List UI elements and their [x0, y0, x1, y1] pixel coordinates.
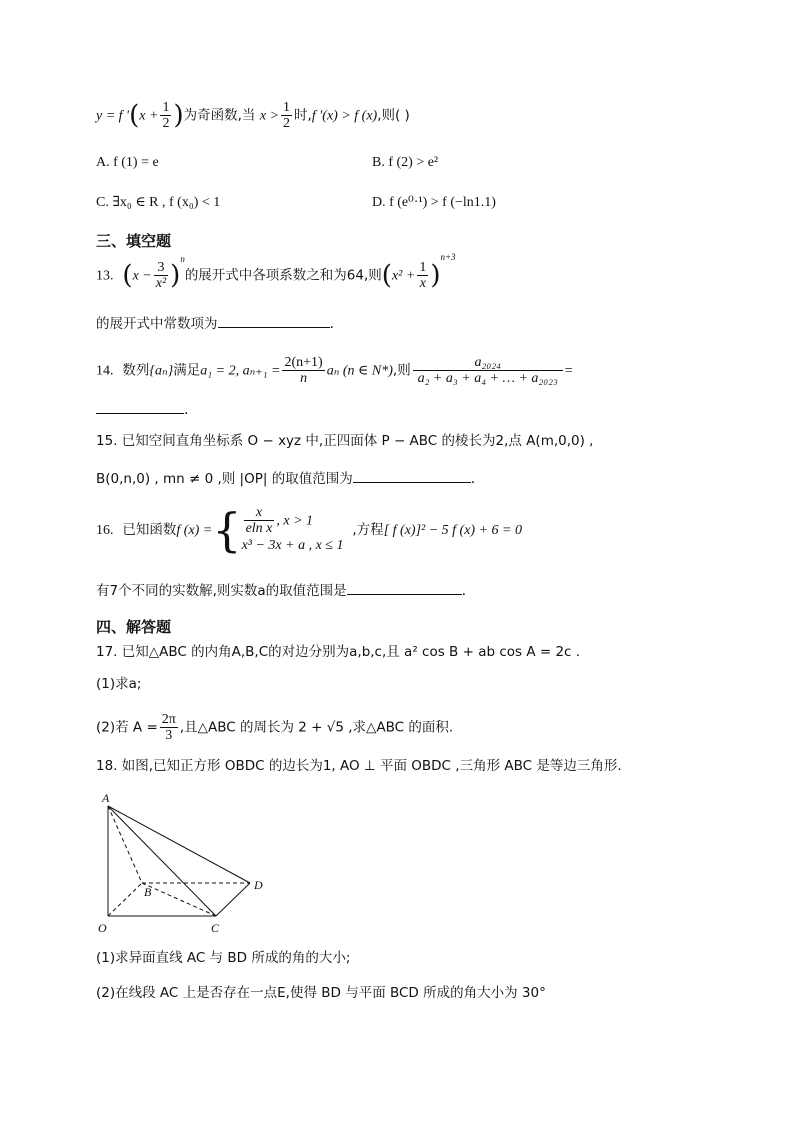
section-3-heading: 三、填空题 [96, 232, 172, 250]
label-C: C [211, 921, 220, 935]
label-A: A [102, 791, 110, 805]
q18-part2: (2)在线段 AC 上是否存在一点E,使得 BD 与平面 BCD 所成的角大小为 30° [96, 985, 546, 1001]
label-B: B [144, 885, 152, 899]
edge-BC [142, 883, 216, 916]
q12-lhs: y = f ′ [96, 108, 130, 124]
q12-ineq: f ′(x) > f (x) [311, 108, 378, 124]
q16-answer-blank[interactable] [347, 580, 462, 595]
q14-line1: 14. 数列{aₙ}满足a₁ = 2, aₙ₊₁ = $\frac{2(n+1)}{n}$ aₙ (n ∈ N*),则 $\frac{\text{a₂₀₂₄}}{\text{a₂ + a₃ + a₄ + … + a₂₀₂₃}}$ = [96, 355, 573, 386]
q12-text2: 时, [294, 107, 312, 124]
q12-option-c[interactable]: C. ∃x₀ ∈ R , f (x₀) < 1 [96, 195, 221, 210]
q16-line2: 有7个不同的实数解,则实数a的取值范围是 . [96, 580, 466, 601]
q13-line1: 13. (x − $\frac{3}{\text{x²}}$ )$^n$的展开式中各项系数之和为64,则(x² + $\frac{1}{x}$ )$^{n+3}$ [96, 251, 456, 291]
edge-AB [108, 806, 142, 883]
q16-line1: 16. 已知函数f (x) ={ $\frac{x}{\text{eln x}}$ , x > 1 x³ − 3x + a , x ≤ 1 ,方程[ f (x)]² − 5 f (x) + 6 = 0 [96, 503, 522, 557]
edge-OB [108, 883, 142, 916]
q15-answer-blank[interactable] [353, 468, 471, 483]
q13-line2: 的展开式中常数项为 . [96, 313, 334, 334]
edge-AC [108, 806, 216, 916]
q18-line1: 18. 如图,已知正方形 OBDC 的边长为1, AO ⊥ 平面 OBDC ,三角形 ABC 是等边三角形. [96, 758, 622, 774]
q13-answer-blank[interactable] [218, 313, 330, 328]
edge-AD [108, 806, 250, 883]
q14-answer-blank[interactable] [96, 399, 184, 414]
q12-paren-x: x + [139, 108, 159, 124]
edge-CD [216, 883, 250, 916]
q12-text1: 为奇函数,当 [183, 107, 256, 124]
q18-part1: (1)求异面直线 AC 与 BD 所成的角的大小; [96, 950, 351, 966]
q17-part1: (1)求a; [96, 676, 142, 692]
geometry-figure [96, 790, 276, 940]
q12-half: $\frac{1}{2}$ [162, 100, 170, 131]
q13-frac: $\frac{3}{\text{x²}}$ [155, 260, 167, 291]
q12-option-b[interactable]: B. f (2) > e² [372, 155, 439, 170]
q17-part2: (2)若 A = $\frac{2\pi}{3}$ ,且△ABC 的周长为 2 + √5 ,求△ABC 的面积. [96, 712, 454, 743]
label-D: D [254, 878, 263, 892]
q12-option-d[interactable]: D. f (e⁰·¹) > f (−ln1.1) [372, 195, 496, 210]
q15-line1: 15. 已知空间直角坐标系 O − xyz 中,正四面体 P − ABC 的棱长为2,点 A(m,0,0) , [96, 433, 594, 449]
q12-option-a[interactable]: A. f (1) = e [96, 155, 159, 170]
q15-line2: B(0,n,0) , mn ≠ 0 ,则 |OP| 的取值范围为 . [96, 468, 475, 489]
label-O: O [98, 921, 107, 935]
q12-text3: ,则( ) [377, 107, 410, 124]
q14-line2: . [96, 399, 188, 420]
q12-stem: y = f ′(x + $\frac{1}{2}$ )为奇函数,当 x > $\frac{1}{2}$ 时,f ′(x) > f (x),则( ) [96, 100, 410, 131]
q12-half-2: $\frac{1}{2}$ [283, 100, 291, 131]
q12-cond: x > [259, 108, 280, 124]
q17-line1: 17. 已知△ABC 的内角A,B,C的对边分别为a,b,c,且 a² cos B + ab cos A = 2c . [96, 644, 581, 660]
section-4-heading: 四、解答题 [96, 618, 172, 636]
